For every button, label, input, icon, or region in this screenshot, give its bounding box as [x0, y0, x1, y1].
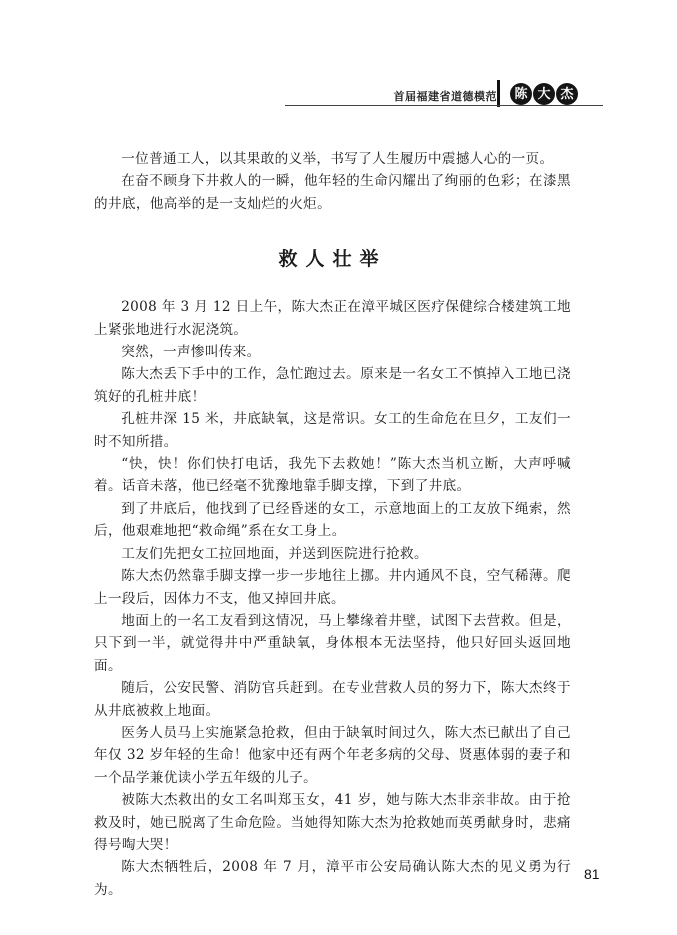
body-paragraph: 到了井底后，他找到了已经昏迷的女工，示意地面上的工友放下绳索，然后，他艰难地把“救命绳”系在女工身上。	[94, 500, 571, 540]
header-title: 首届福建省道德模范	[393, 90, 497, 103]
body-paragraph: 突然，一声惨叫传来。	[121, 344, 261, 361]
intro-paragraph: 在奋不顾身下井救人的一瞬，他年轻的生命闪耀出了绚丽的色彩；在漆黑的井底，他高举的是一支灿烂的火炬。	[94, 173, 571, 212]
body-paragraph: 孔桩井深 15 米，井底缺氧，这是常识。女工的生命危在旦夕，工友们一时不知所措。	[94, 411, 571, 450]
body-paragraph: 随后，公安民警、消防官兵赶到。在专业营救人员的努力下，陈大杰终于从井底被救上地面。	[94, 680, 571, 719]
running-header	[285, 70, 605, 112]
body-paragraph: 工友们先把女工拉回地面，并送到医院进行抢救。	[121, 545, 428, 562]
body-paragraph: 陈大杰仍然靠手脚支撑一步一步地往上挪。井内通风不良，空气稀薄。爬上一段后，因体力不支，他又掉回井底。	[94, 568, 571, 607]
body-paragraph: 地面上的一名工友看到这情况，马上攀缘着井壁，试图下去营救。但是，只下到一半，就觉得井中严重缺氧，身体根本无法坚持，他只好回头返回地面。	[94, 612, 571, 674]
header-name-char: 杰	[556, 83, 578, 105]
page-content	[94, 148, 571, 901]
body-paragraph: 陈大杰牺牲后，2008 年 7 月，漳平市公安局确认陈大杰的见义勇为行为。	[94, 859, 571, 898]
header-divider-bar	[497, 80, 500, 107]
body-paragraph: 2008 年 3 月 12 日上午，陈大杰正在漳平城区医疗保健综合楼建筑工地上紧张地进行水泥浇筑。	[94, 299, 571, 338]
header-name-char: 大	[533, 83, 555, 105]
body-paragraph: “快，快！你们快打电话，我先下去救她！”陈大杰当机立断，大声呼喊着。话音未落，他已经毫不犹豫地靠手脚支撑，下到了井底。	[94, 456, 571, 495]
body-paragraph: 医务人员马上实施紧急抢救，但由于缺氧时间过久，陈大杰已献出了自己年仅 32 岁年轻的生命！他家中还有两个年老多病的父母、贤惠体弱的妻子和一个品学兼优读小学五年级的儿子。	[94, 724, 571, 786]
body-paragraph: 被陈大杰救出的女工名叫郑玉女，41 岁，她与陈大杰非亲非故。由于抢救及时，她已脱离了生命危险。当她得知陈大杰为抢救她而英勇献身时，悲痛得号啕大哭！	[94, 792, 571, 853]
section-title: 救人壮举	[278, 248, 387, 271]
intro-paragraph: 一位普通工人，以其果敢的义举，书写了人生履历中震撼人心的一页。	[121, 151, 554, 167]
header-name-badge	[510, 83, 578, 105]
header-name-char: 陈	[510, 83, 532, 105]
page-number: 81	[584, 866, 600, 882]
body-paragraph: 陈大杰丢下手中的工作，急忙跑过去。原来是一名女工不慎掉入工地已浇筑好的孔桩井底！	[94, 366, 571, 405]
header-rule	[285, 105, 603, 106]
